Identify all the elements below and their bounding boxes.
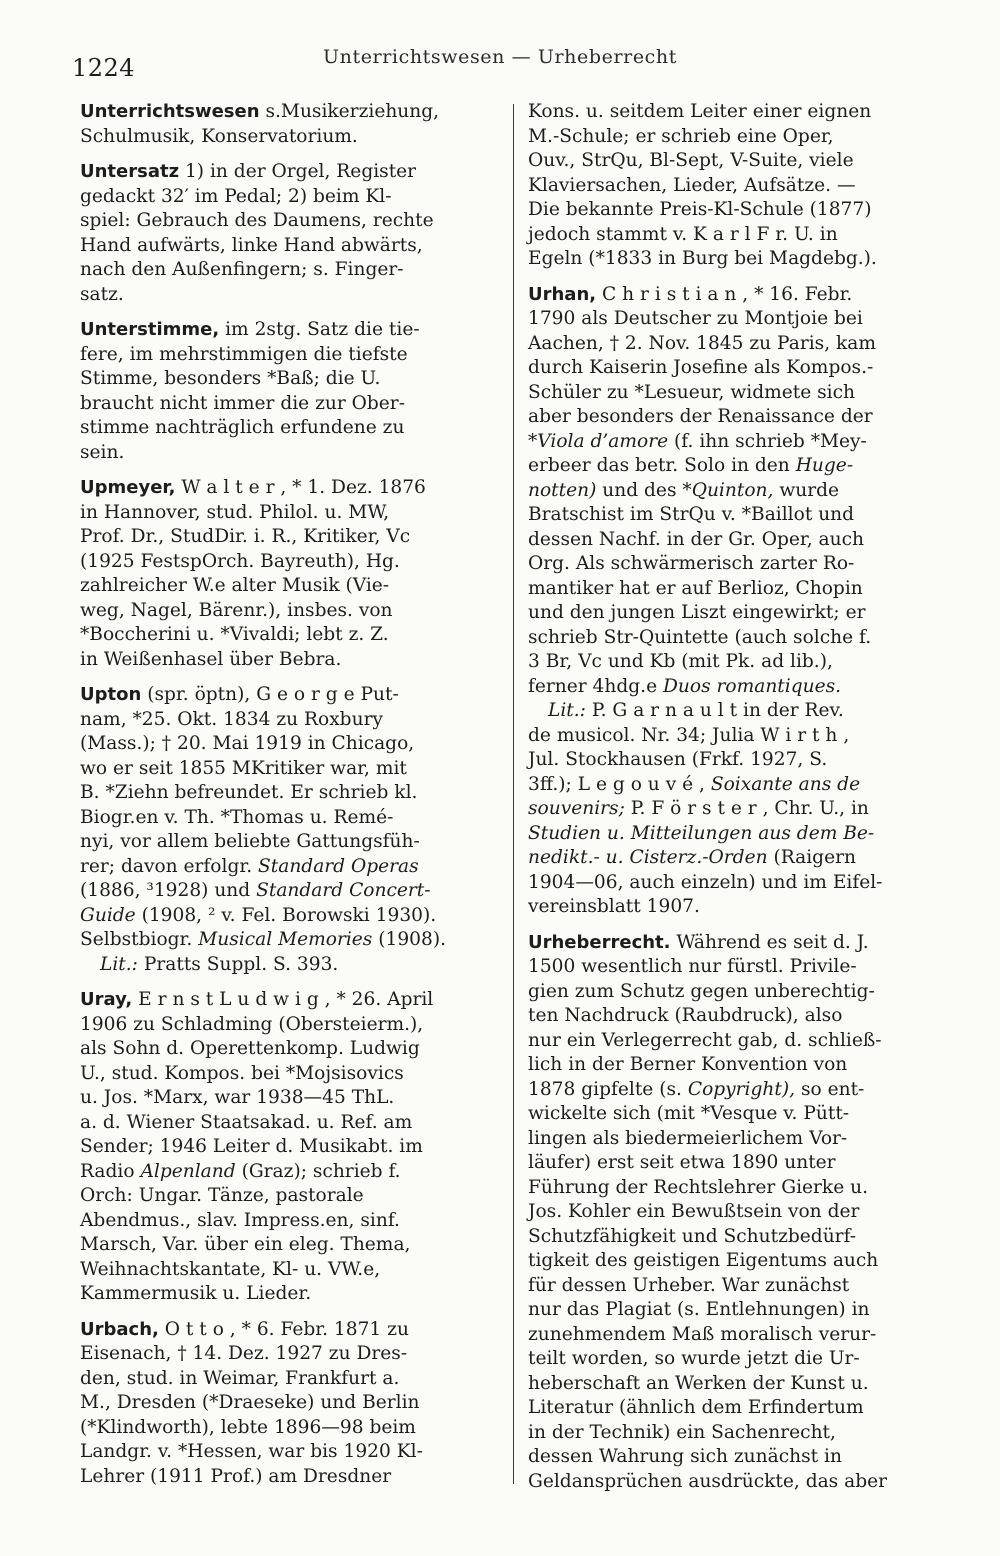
entry-line: Führung der Rechtslehrer Gierke u. [528,1176,868,1198]
entry-line: Bratschist im StrQu v. *Baillot und [528,504,855,525]
entry-line: Kammermusik u. Lieder. [80,1283,312,1304]
entry-line: ten Nachdruck (Raubdruck), also [528,1005,843,1026]
entry-line: nedikt.- u. Cisterz.-Orden (Raigern [528,847,856,868]
work-title: Musical Memories [198,929,373,950]
entry-line: gedackt 32′ im Pedal; 2) beim Kl- [80,185,392,207]
entry-line: gien zum Schutz gegen unberechtig- [528,980,875,1002]
entry-line: Schulmusik, Konservatorium. [80,125,358,147]
entry-line: Jul. Stockhausen (Frkf. 1927, S. [528,749,828,770]
work-title: Soixante ans de [710,773,861,795]
work-title: souvenirs; [528,798,625,819]
entry-upton [80,683,500,977]
entry-line: vereinsblatt 1907. [528,896,700,917]
entry-line: 1906 zu Schladming (Obersteierm.), [80,1013,424,1035]
entry-line: Biogr.en v. Th. *Thomas u. Remé- [80,806,394,828]
running-title: Unterrichtswesen — Urheberrecht [323,46,677,68]
entry-line: 1904—06, auch einzeln) und im Eifel- [528,871,883,893]
entry-line: dessen Wahrung sich zunächst in [528,1446,842,1467]
literature-note: Lit.: Pratts Suppl. S. 393. [100,953,339,975]
entry-line: Prof. Dr., StudDir. i. R., Kritiker, Vc [80,526,411,547]
entry-urheberrecht [528,931,948,1495]
entry-line: wo er seit 1855 MKritiker war, mit [80,757,407,779]
entry-line: 1878 gipfelte (s. Copyright), so ent- [528,1078,865,1100]
entry-line: Literatur (ähnlich dem Erfindertum [528,1397,864,1418]
entry-line: für dessen Urheber. War zunächst [528,1274,850,1296]
entry-line: notten) und des *Quinton, wurde [528,479,840,501]
entry-line: Geldansprüchen ausdrückte, das aber [528,1470,888,1492]
headword: Upton [80,684,142,705]
entry-line [528,822,948,847]
entry-line: teilt worden, so wurde jetzt die Ur- [528,1348,860,1369]
entry-urbach-continued [528,100,948,272]
headword: Untersatz [80,161,180,182]
entry-line: läufer) erst seit etwa 1890 unter [528,1152,836,1173]
work-title: Alpenland [140,1160,236,1182]
entry-line: dessen Nachf. in der Gr. Oper, auch [528,528,864,550]
work-title: nedikt.- u. Cisterz.-Orden [528,847,768,868]
entry-line: u. Jos. *Marx, war 1938—45 ThL. [80,1087,395,1108]
entry-line: Ouv., StrQu, Bl-Sept, V-Suite, viele [528,150,854,171]
entry-line: souvenirs; P. F ö r s t e r , Chr. U., in [528,798,869,819]
entry-line: 1790 als Deutscher zu Montjoie bei [528,308,863,329]
entry-urhan [528,283,948,920]
entry-uray [80,988,500,1307]
entry-line: Urhan, C h r i s t i a n , * 16. Febr. [528,283,853,305]
entry-line: nur ein Verlegerrecht gab, d. schließ- [528,1029,882,1051]
entry-line: zunehmendem Maß moralisch verur- [528,1323,877,1345]
entry-line: Urheberrecht. Während es seit d. J. [528,931,869,953]
entry-line: zahlreicher W.e alter Musik (Vie- [80,575,390,596]
entry-line: Kons. u. seitdem Leiter einer eignen [528,101,872,122]
left-column [80,100,500,1500]
entry-line: in Hannover, stud. Philol. u. MW, [80,501,390,523]
entry-line: rer; davon erfolgr. Standard Operas [80,855,419,877]
entry-line: fere, im mehrstimmigen die tiefste [80,343,408,365]
entry-untersatz [80,160,500,307]
entry-line: Unterrichtswesen s.Musikerziehung, [80,101,440,122]
entry-line: (1886, ³1928) und Standard Concert- [80,880,431,901]
entry-line: 3 Br, Vc und Kb (mit Pk. ad lib.), [528,651,833,672]
headword: Uray, [80,989,133,1010]
work-title: Studien u. Mitteilungen aus dem Be- [528,822,875,844]
entry-line: Aachen, † 2. Nov. 1845 zu Paris, kam [528,332,876,354]
entry-line: stimme nachträglich erfundene zu [80,417,405,438]
headword: Urbach, [80,1318,159,1340]
headword: Upmeyer, [80,477,176,498]
entry-line: heberschaft an Werken der Kunst u. [528,1372,869,1394]
entry-line: Jos. Kohler ein Bewußtsein von der [528,1201,860,1222]
entry-line: satz. [80,283,124,305]
entry-line: erbeer das betr. Solo in den Huge- [528,455,854,476]
entry-line: (Mass.); † 20. Mai 1919 in Chicago, [80,733,415,754]
entry-line: durch Kaiserin Josefine als Kompos.- [528,357,874,378]
entry-line: in Weißenhasel über Bebra. [80,648,342,670]
entry-line: lingen als biedermeierlichem Vor- [528,1127,848,1149]
headword: Unterstimme, [80,319,220,340]
entry-line: braucht nicht immer die zur Ober- [80,392,405,414]
entry-line: Egeln (*1833 in Burg bei Magdebg.). [528,248,877,269]
entry-line: und den jungen Liszt eingewirkt; er [528,602,866,623]
entry-line: als Sohn d. Operettenkomp. Ludwig [80,1038,420,1059]
entry-line: Orch: Ungar. Tänze, pastorale [80,1185,364,1206]
entry-line: nam, *25. Okt. 1834 zu Roxbury [80,708,383,730]
entry-line: Radio Alpenland (Graz); schrieb f. [80,1160,401,1182]
work-title: Standard Operas [258,855,419,877]
entry-line: a. d. Wiener Staatsakad. u. Ref. am [80,1111,413,1133]
entry-line: Untersatz 1) in der Orgel, Register [80,161,417,182]
entry-line: Selbstbiogr. Musical Memories (1908). [80,929,446,950]
entry-line: Urbach, O t t o , * 6. Febr. 1871 zu [80,1318,409,1340]
entry-line: jedoch stammt v. K a r l F r. U. in [528,223,838,245]
entry-unterstimme [80,318,500,465]
headword: Urhan, [528,283,597,305]
entry-line: 3ff.); L e g o u v é , Soixante ans de [528,773,861,795]
entry-line: wickelte sich (mit *Vesque v. Pütt- [528,1103,850,1124]
entry-line: (1925 FestspOrch. Bayreuth), Hg. [80,550,400,572]
entry-line: (*Klindworth), lebte 1896—98 beim [80,1416,416,1438]
entry-line: aber besonders der Renaissance der [528,406,873,427]
work-title: Huge- [795,455,854,476]
entry-line: 1500 wesentlich nur fürstl. Privile- [528,956,857,977]
entry-line: spiel: Gebrauch des Daumens, rechte [80,210,434,231]
entry-line: Guide (1908, ² v. Fel. Borowski 1930). [80,904,437,926]
entry-line: Weihnachtskantate, Kl- u. VW.e, [80,1258,381,1280]
entry-line: weg, Nagel, Bärenr.), insbes. von [80,599,393,621]
entry-upmeyer [80,476,500,672]
entry-line: Unterstimme, im 2stg. Satz die tie- [80,319,420,340]
work-title: *Quinton, [682,479,774,501]
entry-line: nach den Außenfingern; s. Finger- [80,259,404,280]
entry-line: lich in der Berner Konvention von [528,1054,848,1075]
work-title: Duos romantiques. [663,675,842,697]
entry-line: U., stud. Kompos. bei *Mojsisovics [80,1062,404,1084]
entry-line: Klaviersachen, Lieder, Aufsätze. — [528,174,856,196]
entry-line: in der Technik) ein Sachenrecht, [528,1421,836,1443]
entry-line: den, stud. in Weimar, Frankfurt a. [80,1367,400,1389]
entry-line: de musicol. Nr. 34; Julia W i r t h , [528,724,850,746]
entry-line: *Boccherini u. *Vivaldi; lebt z. Z. [80,624,389,645]
entry-line: sein. [80,441,125,463]
entry-line: ferner 4hdg.e Duos romantiques. [528,675,842,697]
entry-line: nur das Plagiat (s. Entlehnungen) in [528,1299,870,1320]
entry-line: mantiker hat er auf Berlioz, Chopin [528,577,863,599]
page-number: 1224 [72,54,136,82]
work-title: Copyright), [687,1078,796,1100]
entry-line: M., Dresden (*Draeseke) und Berlin [80,1392,420,1413]
entry-line: Hand aufwärts, linke Hand abwärts, [80,234,423,256]
entry-line: tigkeit des geistigen Eigentums auch [528,1250,879,1271]
literature-note: Lit.: P. G a r n a u l t in der Rev. [548,700,844,721]
entry-line: *Viola d’amore (f. ihn schrieb *Mey- [528,430,867,452]
entry-line: Stimme, besonders *Baß; die U. [80,368,381,389]
entry-line: Lehrer (1911 Prof.) am Dresdner [80,1465,392,1487]
column-divider [513,104,514,1484]
entry-unterrichtswesen [80,100,500,149]
entry-line: Schüler zu *Lesueur, widmete sich [528,381,856,403]
entry-line: B. *Ziehn befreundet. Er schrieb kl. [80,782,418,803]
entry-line: Uray, E r n s t L u d w i g , * 26. April [80,989,434,1010]
entry-line: Die bekannte Preis-Kl-Schule (1877) [528,199,872,220]
entry-line: Eisenach, † 14. Dez. 1927 zu Dres- [80,1343,408,1364]
headword: Unterrichtswesen [80,101,260,122]
entry-line: Abendmus., slav. Impress.en, sinf. [80,1209,400,1231]
entry-line: Schutzfähigkeit und Schutzbedürf- [528,1225,857,1247]
entry-line: Marsch, Var. über ein eleg. Thema, [80,1234,411,1255]
work-title: Guide [80,904,136,926]
entry-line: Sender; 1946 Leiter d. Musikabt. im [80,1136,423,1157]
entry-line: Upton (spr. öptn), G e o r g e Put- [80,684,399,705]
entry-line: M.-Schule; er schrieb eine Oper, [528,125,834,147]
work-title: *Viola d’amore [528,430,669,452]
entry-line: Upmeyer, W a l t e r , * 1. Dez. 1876 [80,477,426,498]
entry-line: schrieb Str-Quintette (auch solche f. [528,626,872,648]
entry-line: Org. Als schwärmerisch zarter Ro- [528,553,855,574]
entry-line: nyi, vor allem beliebte Gattungsfüh- [80,831,420,852]
work-title: Standard Concert- [256,880,431,901]
entry-line: Landgr. v. *Hessen, war bis 1920 Kl- [80,1441,423,1462]
headword: Urheberrecht. [528,931,671,953]
right-column [528,100,948,1505]
entry-urbach [80,1318,500,1490]
work-title: notten) [528,479,597,501]
